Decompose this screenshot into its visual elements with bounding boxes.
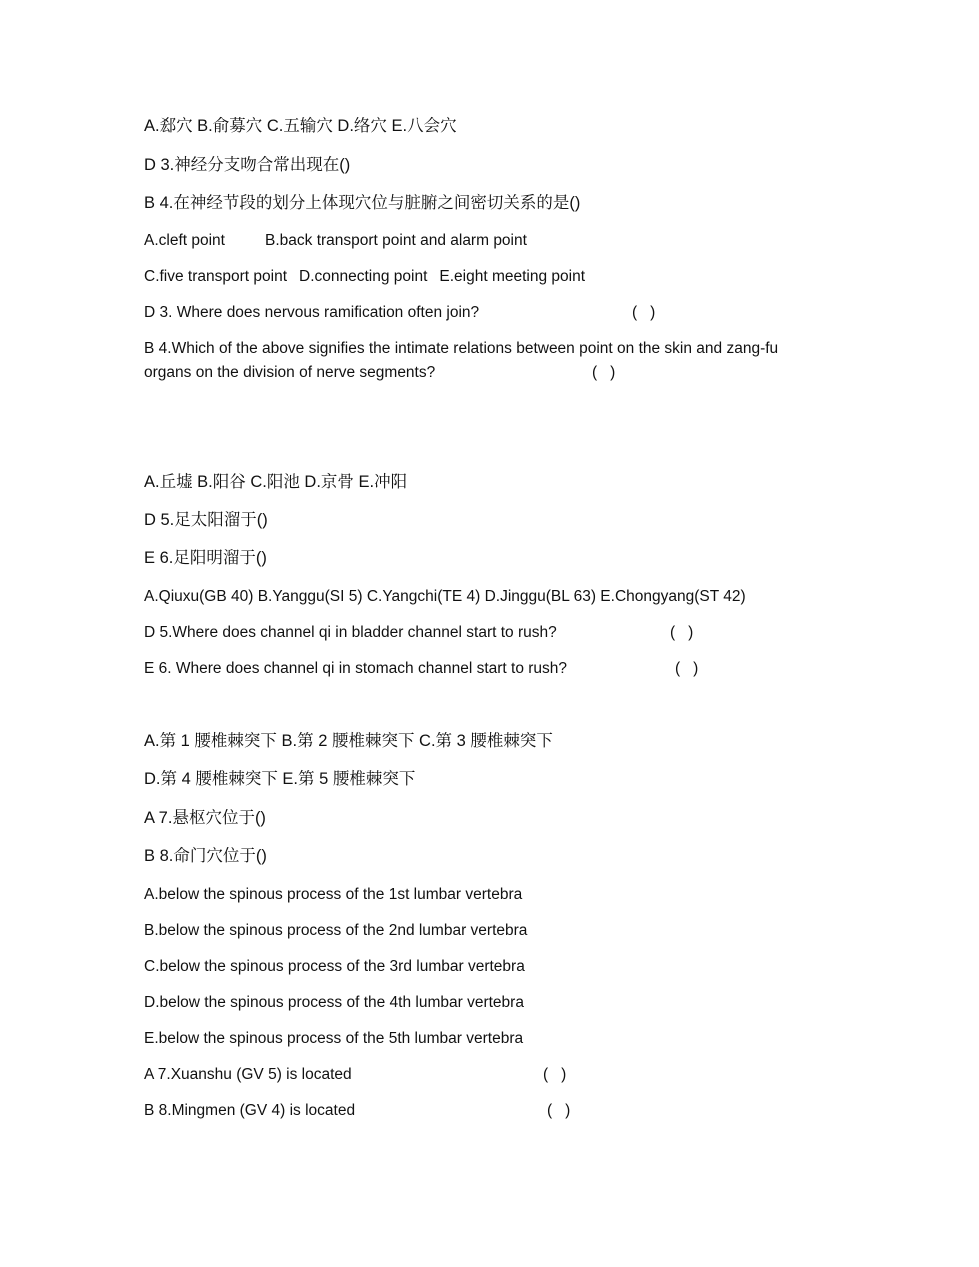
answer-blank-8: ( ) bbox=[547, 1102, 571, 1119]
option-a-en-lumbar: A.below the spinous process of the 1st lumbar vertebra bbox=[144, 886, 523, 903]
option-d-en: D.connecting point bbox=[299, 268, 428, 285]
option-c-en: C.five transport point bbox=[144, 268, 288, 285]
question-3-en: D 3. Where does nervous ramification often join? bbox=[144, 304, 480, 321]
option-d-en-lumbar: D.below the spinous process of the 4th lumbar vertebra bbox=[144, 994, 524, 1011]
group3-options-zh-row2: D.第 4 腰椎棘突下 E.第 5 腰椎棘突下 bbox=[144, 770, 416, 788]
answer-blank-3: ( ) bbox=[632, 304, 656, 321]
answer-blank-4: ( ) bbox=[592, 364, 616, 381]
question-7-en: A 7.Xuanshu (GV 5) is located bbox=[144, 1066, 352, 1083]
option-a-en: A.cleft point bbox=[144, 232, 225, 249]
question-7-zh: A 7.悬枢穴位于() bbox=[144, 809, 266, 827]
question-4-en: B 4.Which of the above signifies the intimate relations between point on the skin and zang-fu organs on the division of nerve segments? bbox=[144, 340, 779, 381]
question-8-en: B 8.Mingmen (GV 4) is located bbox=[144, 1102, 356, 1119]
group1-options-zh: A.郄穴 B.俞募穴 C.五输穴 D.络穴 E.八会穴 bbox=[144, 117, 457, 135]
answer-blank-5: ( ) bbox=[670, 624, 694, 641]
question-6-en: E 6. Where does channel qi in stomach channel start to rush? bbox=[144, 660, 568, 677]
group1-options-en-row1 bbox=[144, 229, 527, 253]
question-4-zh: B 4.在神经节段的划分上体现穴位与脏腑之间密切关系的是() bbox=[144, 194, 581, 212]
answer-blank-6: ( ) bbox=[675, 660, 699, 677]
group2-options-en: A.Qiuxu(GB 40) B.Yanggu(SI 5) C.Yangchi(TE 4) D.Jinggu(BL 63) E.Chongyang(ST 42) bbox=[144, 588, 746, 605]
option-e-en-lumbar: E.below the spinous process of the 5th lumbar vertebra bbox=[144, 1030, 524, 1047]
option-b-en: B.back transport point and alarm point bbox=[265, 232, 527, 249]
question-8-zh: B 8.命门穴位于() bbox=[144, 847, 267, 865]
question-3-zh: D 3.神经分支吻合常出现在() bbox=[144, 156, 351, 174]
group1-options-en-row2 bbox=[144, 265, 585, 289]
option-c-en-lumbar: C.below the spinous process of the 3rd lumbar vertebra bbox=[144, 958, 525, 975]
question-5-en: D 5.Where does channel qi in bladder channel start to rush? bbox=[144, 624, 557, 641]
answer-blank-7: ( ) bbox=[543, 1066, 567, 1083]
question-5-zh: D 5.足太阳溜于() bbox=[144, 511, 268, 529]
group2-options-zh: A.丘墟 B.阳谷 C.阳池 D.京骨 E.冲阳 bbox=[144, 473, 408, 491]
question-6-zh: E 6.足阳明溜于() bbox=[144, 549, 267, 567]
option-e-en: E.eight meeting point bbox=[439, 268, 586, 285]
option-b-en-lumbar: B.below the spinous process of the 2nd lumbar vertebra bbox=[144, 922, 528, 939]
group3-options-zh-row1: A.第 1 腰椎棘突下 B.第 2 腰椎棘突下 C.第 3 腰椎棘突下 bbox=[144, 732, 553, 750]
